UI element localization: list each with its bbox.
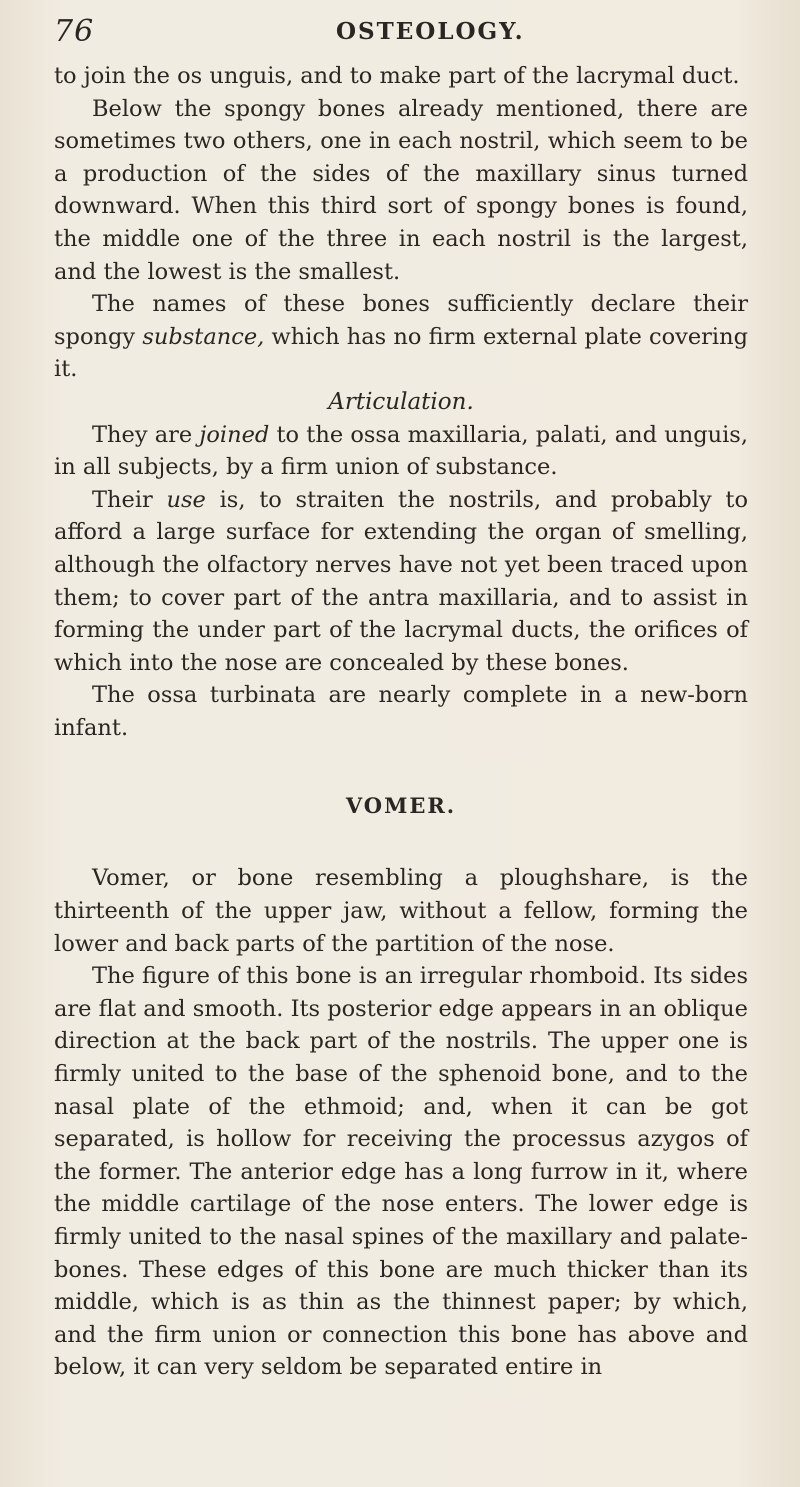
articulation-heading: Articulation. bbox=[328, 388, 474, 415]
running-head bbox=[54, 12, 748, 52]
paragraph-joined-emphasis: joined bbox=[199, 421, 270, 448]
page-number: 76 bbox=[54, 14, 95, 49]
paragraph-joined bbox=[54, 419, 748, 484]
paragraph-lower-spongy-bones: Below the spongy bones already mentioned, there are sometimes two others, one in each nostril, which seem to be a production of the sides of the maxillary sinus turned downward. When this third sort of spongy bones is found, the middle one of the three in each nostril is the largest, and the lowest is the smallest. bbox=[54, 95, 748, 285]
paragraph-use-emphasis: use bbox=[166, 486, 206, 513]
vomer-heading: VOMER. bbox=[345, 793, 457, 819]
paragraph-continuation: to join the os unguis, and to make part of the lacrymal duct. bbox=[54, 63, 740, 89]
paragraph-names-text: The names of these bones sufficiently declare their spongy bbox=[54, 291, 748, 350]
paragraph-use bbox=[54, 484, 748, 680]
paragraph-use-start: Their bbox=[92, 486, 167, 513]
paragraph-names bbox=[54, 288, 748, 386]
paragraph-names-emphasis: substance, bbox=[142, 323, 265, 350]
paragraph-joined-start: They are bbox=[92, 421, 200, 448]
paragraph-names-tail: which has no firm external plate covering it. bbox=[54, 323, 748, 383]
paragraph-vomer-definition: Vomer, or bone resembling a ploughshare, is the thirteenth of the upper jaw, without a fellow, forming the lower and back parts of the partition of the nose. bbox=[54, 865, 748, 957]
running-title: OSTEOLOGY. bbox=[336, 18, 525, 45]
paragraph-infant: The ossa turbinata are nearly complete in a new-born infant. bbox=[54, 682, 748, 741]
paragraph-vomer-figure: The figure of this bone is an irregular rhomboid. Its sides are flat and smooth. Its posterior edge appears in an oblique direction at the back part of the nostrils. The upper one is firmly united to the base of the sphenoid bone, and to the nasal plate of the ethmoid; and, when it can be got separated, is hollow for receiving the processus azygos of the former. The anterior edge has a long furrow in it, where the middle cartilage of the nose enters. The lower edge is firmly united to the nasal spines of the maxillary and palate-bones. These edges of this bone are much thicker than its middle, which is as thin as the thinnest paper; by which, and the firm union or connection this bone has above and below, it can very seldom be separated entire in bbox=[54, 963, 748, 1381]
paragraph-use-rest: is, to straiten the nostrils, and probably to afford a large surface for extending the organ of smelling, although the olfactory nerves have not yet been traced upon them; to cover part of the antra maxillaria, and to assist in forming the under part of the lacrymal ducts, the orifices of which into the nose are concealed by these bones. bbox=[54, 486, 748, 676]
paragraph-joined-rest: to the ossa maxillaria, palati, and unguis, in all subjects, by a firm union of substance. bbox=[54, 421, 748, 481]
